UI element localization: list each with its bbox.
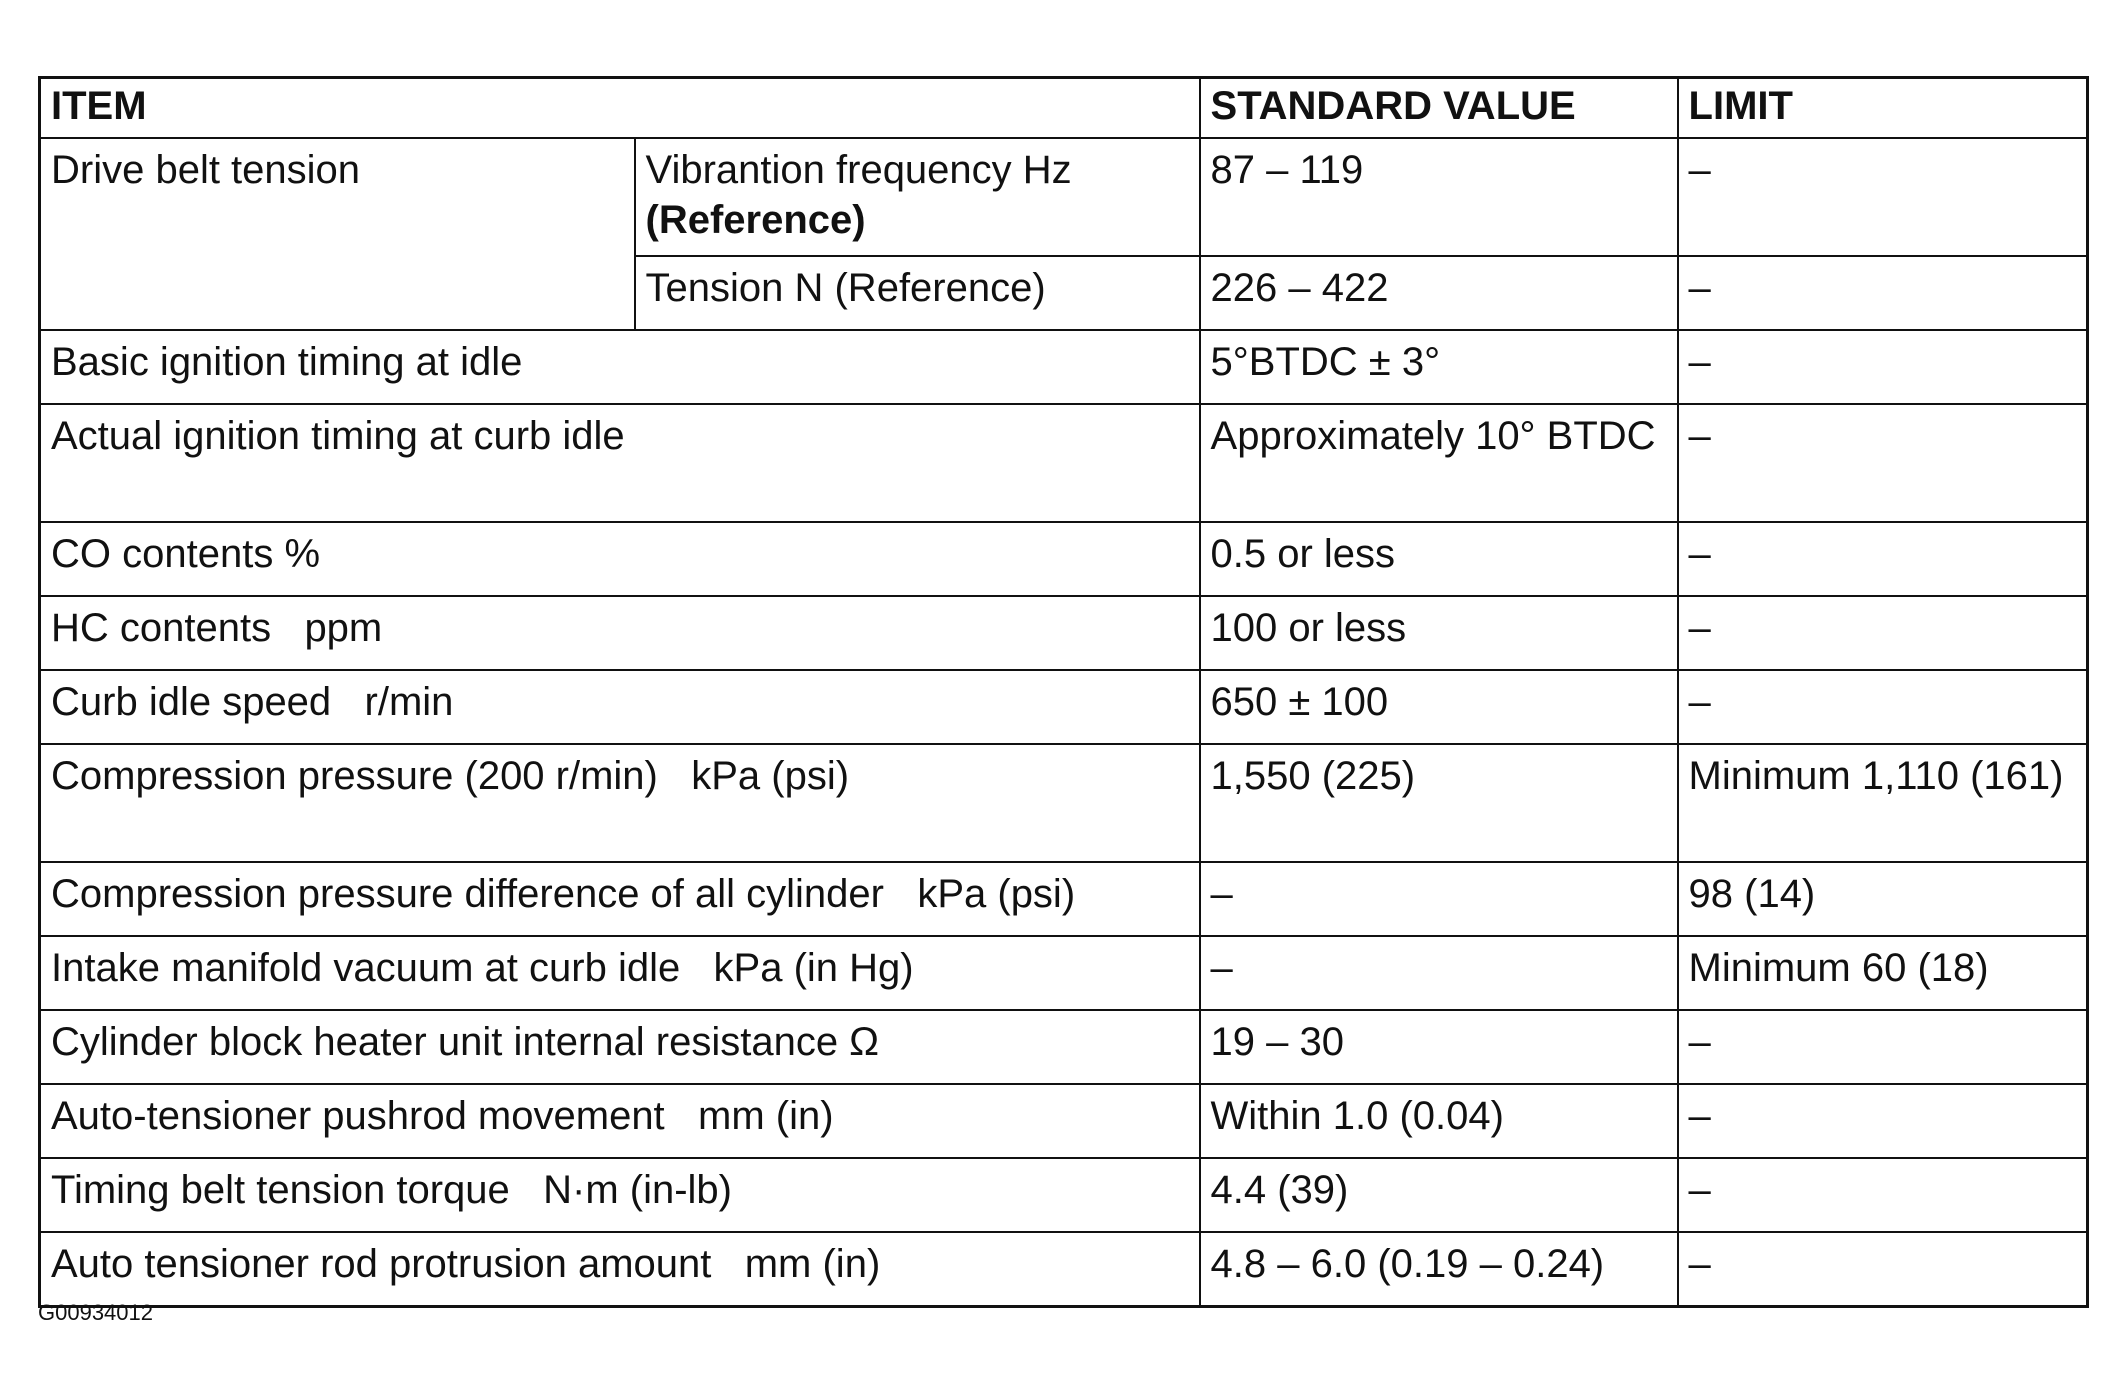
row-limit: – [1678, 1084, 2088, 1158]
table-row [40, 670, 2088, 744]
row-limit: – [1678, 596, 2088, 670]
row-standard-value: 87 – 119 [1200, 138, 1678, 256]
row-item: Curb idle speed r/min [40, 670, 1200, 744]
table-row [40, 1232, 2088, 1307]
table-row [40, 404, 2088, 522]
row-standard-value: – [1200, 936, 1678, 1010]
row-standard-value: 0.5 or less [1200, 522, 1678, 596]
row-item: Basic ignition timing at idle [40, 330, 1200, 404]
row-item: Timing belt tension torque N·m (in-lb) [40, 1158, 1200, 1232]
table-row [40, 138, 2088, 256]
table-row [40, 1010, 2088, 1084]
header-standard-value: STANDARD VALUE [1200, 78, 1678, 139]
table-header-row [40, 78, 2088, 139]
row-item: Auto tensioner rod protrusion amount mm (in) [40, 1232, 1200, 1307]
row-limit: – [1678, 330, 2088, 404]
row-standard-value: Within 1.0 (0.04) [1200, 1084, 1678, 1158]
table-row [40, 596, 2088, 670]
row-limit: – [1678, 1158, 2088, 1232]
row-item: Drive belt tension [40, 138, 635, 330]
row-standard-value: 650 ± 100 [1200, 670, 1678, 744]
table-row [40, 522, 2088, 596]
table-row [40, 1158, 2088, 1232]
row-standard-value: Approximately 10° BTDC [1200, 404, 1678, 522]
row-item: Cylinder block heater unit internal resistance Ω [40, 1010, 1200, 1084]
header-limit: LIMIT [1678, 78, 2088, 139]
row-standard-value: 4.8 – 6.0 (0.19 – 0.24) [1200, 1232, 1678, 1307]
table-row [40, 330, 2088, 404]
figure-id: G00934012 [38, 1300, 153, 1325]
header-item: ITEM [40, 78, 1200, 139]
table-row [40, 1084, 2088, 1158]
row-standard-value: – [1200, 862, 1678, 936]
row-limit: – [1678, 138, 2088, 256]
row-standard-value: 4.4 (39) [1200, 1158, 1678, 1232]
row-limit: – [1678, 1010, 2088, 1084]
row-limit: – [1678, 404, 2088, 522]
table-row [40, 862, 2088, 936]
row-item: Intake manifold vacuum at curb idle kPa (in Hg) [40, 936, 1200, 1010]
row-standard-value: 19 – 30 [1200, 1010, 1678, 1084]
row-limit: – [1678, 256, 2088, 330]
row-standard-value: 100 or less [1200, 596, 1678, 670]
row-item: Compression pressure (200 r/min) kPa (psi) [40, 744, 1200, 862]
table-row [40, 936, 2088, 1010]
row-subitem [635, 138, 1200, 256]
table-row [40, 744, 2088, 862]
row-subitem-note: (Reference) [645, 198, 866, 242]
row-limit: Minimum 60 (18) [1678, 936, 2088, 1010]
row-item: Auto-tensioner pushrod movement mm (in) [40, 1084, 1200, 1158]
row-subitem: Tension N (Reference) [635, 256, 1200, 330]
row-limit: – [1678, 522, 2088, 596]
row-standard-value: 226 – 422 [1200, 256, 1678, 330]
row-item: CO contents % [40, 522, 1200, 596]
row-standard-value: 1,550 (225) [1200, 744, 1678, 862]
row-limit: – [1678, 1232, 2088, 1307]
row-standard-value: 5°BTDC ± 3° [1200, 330, 1678, 404]
row-limit: 98 (14) [1678, 862, 2088, 936]
row-item: Compression pressure difference of all cylinder kPa (psi) [40, 862, 1200, 936]
row-item: HC contents ppm [40, 596, 1200, 670]
row-limit: Minimum 1,110 (161) [1678, 744, 2088, 862]
specification-table [38, 76, 2089, 1308]
row-limit: – [1678, 670, 2088, 744]
row-subitem-label: Vibrantion frequency Hz [645, 148, 1072, 192]
row-item: Actual ignition timing at curb idle [40, 404, 1200, 522]
